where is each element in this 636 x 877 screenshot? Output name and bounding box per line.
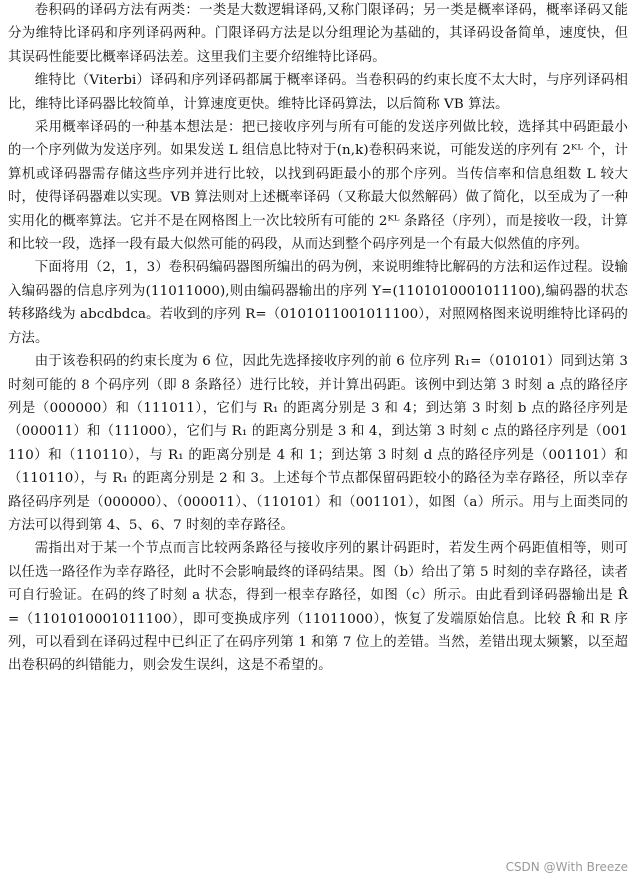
paragraph-decoding-methods: 卷积码的译码方法有两类：一类是大数逻辑译码,又称门限译码；另一类是概率译码，概率译码又能分为维特比译码和序列译码两种。门限译码方法是以分组理论为基础的，其译码设备简单，速度快，但其误码性能要比概率译码法差。这里我们主要介绍维特比译码。 [8, 3, 628, 65]
csdn-watermark: CSDN @With Breeze [505, 860, 628, 874]
paragraph-example-setup: 下面将用（2，1，3）卷积码编码器图所编出的码为例，来说明维特比解码的方法和运作过程。设输入编码器的信息序列为(11011000),则由编码器输出的序列 Y=(1101010001011100),编码器的状态转移路线为 abcdbdca。若收到的序列 R=（0101011001011100），对照网格图来说明维特比译码的方法。 [8, 260, 628, 346]
paragraph-probabilistic-decoding: 采用概率译码的一种基本想法是：把已接收序列与所有可能的发送序列做比较，选择其中码距最小的一个序列做为发送序列。如果发送 L 组信息比特对于(n,k)卷积码来说，可能发送的序列有 2ᴷᴸ 个，计算机或译码器需存储这些序列并进行比较，以找到码距最小的那个序列。当传信率和信息组数 L 较大时，使得译码器难以实现。VB 算法则对上述概率译码（又称最大似然解码）做了简化，以至成为了一种实用化的概率算法。它并不是在网格图上一次比较所有可能的 2ᴷᴸ 条路径（序列），而是接收一段，计算和比较一段，选择一段有最大似然可能的码段，从而达到整个码序列是一个有最大似然值的序列。 [8, 120, 628, 253]
paragraph-survivor-paths: 由于该卷积码的约束长度为 6 位，因此先选择接收序列的前 6 位序列 R₁=（010101）同到达第 3 时刻可能的 8 个码序列（即 8 条路径）进行比较，并计算出码距。该例中到达第 3 时刻 a 点的路径序列是（000000）和（111011），它们与 R₁ 的距离分别是 3 和 4；到达第 3 时刻 b 点的路径序列是（000011）和（111000），它们与 R₁ 的距离分别是 3 和 4，到达第 3 时刻 c 点的路径序列是（001110）和（110110），与 R₁ 的距离分别是 4 和 1；到达第 3 时刻 d 点的路径序列是（001101）和（110110），与 R₁ 的距离分别是 2 和 3。上述每个节点都保留码距较小的路径为幸存路径，所以幸存路径码序列是（000000）、（000011）、（110101）和（001101），如图（a）所示。用与上面类同的方法可以得到第 4、5、6、7 时刻的幸存路径。 [8, 354, 628, 533]
paragraph-viterbi-intro: 维特比（Viterbi）译码和序列译码都属于概率译码。当卷积码的约束长度不太大时，与序列译码相比，维特比译码器比较简单，计算速度更快。维特比译码算法，以后简称 VB 算法。 [8, 73, 628, 112]
paragraph-decoder-output: 需指出对于某一个节点而言比较两条路径与接收序列的累计码距时，若发生两个码距值相等，则可以任选一路径作为幸存路径，此时不会影响最终的译码结果。图（b）给出了第 5 时刻的幸存路径，读者可自行验证。在码的终了时刻 a 状态，得到一根幸存路径，如图（c）所示。由此看到译码器输出是 R̂ =（1101010001011100），即可变换成序列（11011000），恢复了发端原始信息。比较 R̂ 和 R 序列，可以看到在译码过程中已纠正了在码序列第 1 和第 7 位上的差错。当然，差错出现太频繁，以至超出卷积码的纠错能力，则会发生误纠，这是不希望的。 [8, 541, 628, 674]
